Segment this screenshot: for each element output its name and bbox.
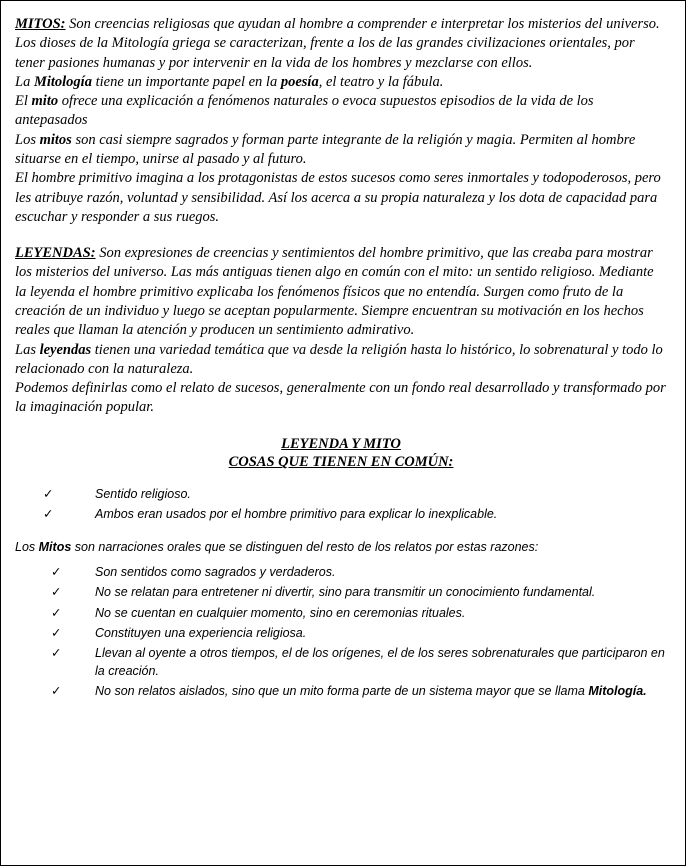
mitos-reasons-lead: Los Mitos son narraciones orales que se distinguen del resto de los relatos por estas razones: <box>15 539 539 554</box>
section-leyendas <box>15 244 667 418</box>
center-title-line1: LEYENDA Y MITO <box>281 435 401 452</box>
check-icon: ✓ <box>51 564 62 580</box>
paragraph-leyendas-2: Las leyendas tienen una variedad temática que va desde la religión hasta lo histórico, lo sobrenatural y todo lo relacionado con la naturaleza. <box>15 341 663 377</box>
paragraph-mitos-3: El mito ofrece una explicación a fenómenos naturales o evoca supuestos episodios de la vida de los antepasados <box>15 93 594 129</box>
list-item <box>15 644 667 680</box>
list-item-label: Constituyen una experiencia religiosa. <box>95 625 307 640</box>
paragraph-leyendas-1: LEYENDAS: Son expresiones de creencias y sentimientos del hombre primitivo, que las creaba para mostrar los misterios del universo. Las más antiguas tienen algo en común con el mito: un sentido religioso. Mediante la leyenda el hombre primitivo explicaba los fenómenos físicos que no entendía. Surgen como fruto de la creación de un individuo y luego se aceptan popularmente. Siempre encuentran su motivación en los hechos reales que llaman la atención y producen un sentimiento admirativo. <box>15 245 654 339</box>
list-item <box>15 682 667 700</box>
check-icon: ✓ <box>51 624 62 640</box>
list-item-label: Ambos eran usados por el hombre primitivo para explicar lo inexplicable. <box>95 507 498 522</box>
paragraph-mitos-4: Los mitos son casi siempre sagrados y forman parte integrante de la religión y magia. Permiten al hombre situarse en el tiempo, unirse al pasado y al futuro. <box>15 131 636 167</box>
list-item <box>15 624 667 642</box>
paragraph-mitos-5: El hombre primitivo imagina a los protagonistas de estos sucesos como seres inmortales y todopoderosos, pero les atribuye razón, voluntad y sensibilidad. Así los acerca a su propia naturaleza y los dota de capacidad para escuchar y responder a sus ruegos. <box>15 170 661 225</box>
check-icon: ✓ <box>51 584 62 600</box>
document-body <box>1 1 685 700</box>
list-item <box>15 583 667 601</box>
list-item-label: Son sentidos como sagrados y verdaderos. <box>95 565 336 580</box>
center-title <box>15 435 667 473</box>
list-spacer-1 <box>15 472 667 485</box>
check-icon: ✓ <box>43 506 54 522</box>
paragraph-mitos-1: MITOS: Son creencias religiosas que ayudan al hombre a comprender e interpretar los misterios del universo. Los dioses de la Mitología griega se caracterizan, frente a los de las grandes civilizaciones orientales, por tener pasiones humanas y por intervenir en la vida de los hombres y mezclarse con ellos. <box>15 16 660 71</box>
list-item <box>15 485 667 503</box>
list-item-label: No son relatos aislados, sino que un mito forma parte de un sistema mayor que se llama Mitología. <box>95 684 647 699</box>
title-spacer <box>15 418 667 435</box>
check-icon: ✓ <box>51 683 62 699</box>
list-spacer-2 <box>15 526 667 539</box>
list-item-label: Sentido religioso. <box>95 487 191 502</box>
list-item <box>15 505 667 523</box>
list-spacer-3 <box>15 556 667 563</box>
list-item-label: No se cuentan en cualquier momento, sino en ceremonias rituales. <box>95 605 466 620</box>
center-title-line2: COSAS QUE TIENEN EN COMÚN: <box>228 454 454 471</box>
list-item <box>15 604 667 622</box>
section-mitos <box>15 15 667 227</box>
list-item-label: Llevan al oyente a otros tiempos, el de los orígenes, el de los seres sobrenaturales que participaron en la creación. <box>95 645 665 678</box>
paragraph-mitos-2: La Mitología tiene un importante papel en la poesía, el teatro y la fábula. <box>15 73 444 90</box>
list-item <box>15 563 667 581</box>
check-icon: ✓ <box>43 486 54 502</box>
mitos-reasons-list <box>15 563 667 700</box>
common-points-list <box>15 485 667 523</box>
section-spacer <box>15 227 667 244</box>
check-icon: ✓ <box>51 604 62 620</box>
paragraph-leyendas-3: Podemos definirlas como el relato de sucesos, generalmente con un fondo real desarrollado y transformado por la imaginación popular. <box>15 380 666 416</box>
check-icon: ✓ <box>51 644 62 660</box>
list-item-label: No se relatan para entretener ni divertir, sino para transmitir un conocimiento fundamental. <box>95 585 596 600</box>
